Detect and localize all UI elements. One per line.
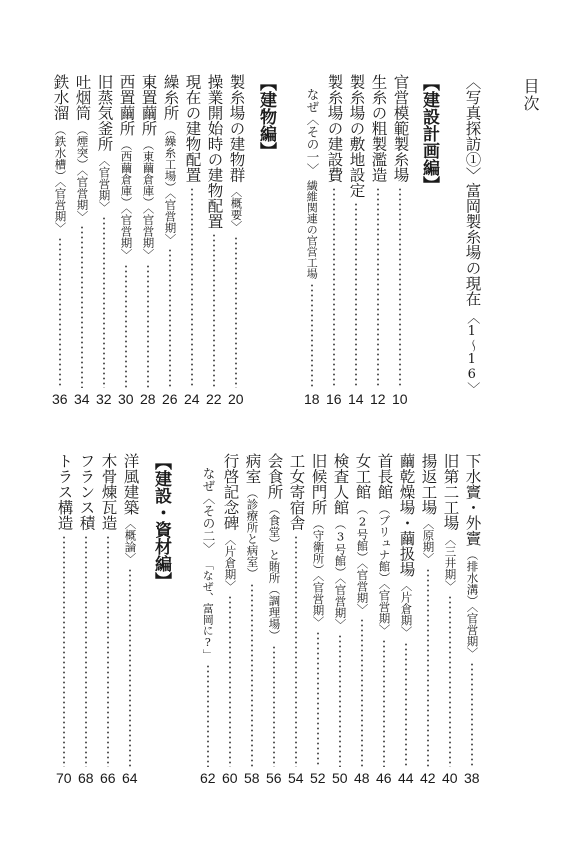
toc-entry[interactable] [288,453,304,785]
leader-dots [162,248,178,388]
toc-entry-page: 54 [288,770,304,786]
leader-dots [304,283,320,389]
toc-intro[interactable] [464,74,480,404]
toc-entry-page: 40 [442,770,458,786]
toc-entry[interactable] [244,453,260,785]
toc-entry-label: 官営模範製糸場 [391,74,410,183]
toc-intro-range: 〈1〜16〉 [464,310,480,395]
toc-entry[interactable] [266,453,282,785]
leader-dots [266,645,282,768]
toc-entry-label: 吐烟筒 [73,74,92,121]
toc-entry-label: 生糸の粗製濫造 [369,74,388,183]
leader-dots [354,618,370,767]
section-heading-materials-text: 【建設・資材編】 [151,453,171,589]
leader-dots [288,535,304,768]
toc-entry-sub: （診療所と病室） [245,487,260,579]
toc-entry-sub: （排水溝）〈官営期〉 [465,549,480,659]
toc-entry-page: 46 [376,770,392,786]
toc-entry-page: 26 [162,391,178,407]
toc-entry[interactable] [348,74,364,406]
toc-entry[interactable] [392,74,408,406]
toc-intro-label: 〈写真探訪①〉富岡製糸場の現在 [463,74,482,307]
leader-dots [348,202,364,388]
toc-entry[interactable] [162,74,178,406]
toc-entry[interactable] [420,453,436,785]
toc-entry-sub: （鉄水槽）〈官営期〉 [53,123,68,233]
leader-dots [398,642,414,768]
toc-entry-sub: 〈官営期〉 [97,154,112,212]
toc-entry-sub: （3号館）〈官営期〉 [333,518,348,630]
section-heading-materials [152,453,169,603]
toc-entry-sub: （煙突）〈官営期〉 [75,123,90,222]
leader-dots [310,631,326,767]
toc-entry-page: 24 [184,391,200,407]
toc-entry-page: 56 [266,770,282,786]
toc-entry-sub: 〈原期〉 [421,518,436,564]
toc-entry-sub: （東繭倉庫）〈官営期〉 [141,139,156,260]
toc-entry-page: 68 [78,770,94,786]
toc-entry-label: 製糸場の敷地設定 [347,74,366,198]
toc-entry[interactable] [376,453,392,785]
toc-entry-label: 操業開始時の建物配置 [205,74,224,229]
toc-entry[interactable] [222,453,238,785]
toc-note-page: 18 [304,391,320,407]
leader-dots [376,639,392,767]
toc-entry[interactable] [326,74,342,406]
toc-entry-page: 44 [398,770,414,786]
leader-dots [96,216,112,388]
toc-entry-label: 検査人館 [331,453,350,515]
toc-entry[interactable] [74,74,90,406]
toc-entry-sub: （繰糸工場）〈官営期〉 [163,123,178,245]
toc-entry-page: 16 [326,391,342,407]
toc-entry-label: 繰糸所 [161,74,180,121]
section-heading-buildings [257,74,274,174]
leader-dots [122,568,138,767]
toc-entry-label: 下水竇・外竇 [463,453,482,546]
toc-entry[interactable] [184,74,200,406]
toc-entry-page: 50 [332,770,348,786]
section-heading-planning-text: 【建設計画編】 [419,74,439,193]
page-title-text: 目次 [521,78,540,112]
toc-entry[interactable] [464,453,480,785]
leader-dots [200,664,216,768]
toc-note-sub: 「なぜ、富岡に?」 [201,558,215,660]
toc-entry-page: 38 [464,770,480,786]
toc-entry[interactable] [96,74,112,406]
toc-entry-label: 鉄水溜 [51,74,70,121]
leader-dots [118,264,134,388]
leader-dots [78,535,94,768]
section-heading-planning [420,74,437,194]
toc-entry-page: 58 [244,770,260,786]
toc-entry[interactable] [206,74,222,406]
toc-entry-label: フランス積 [77,453,96,531]
leader-dots [56,535,72,768]
toc-entry[interactable] [122,453,138,785]
leader-dots [442,595,458,767]
toc-entry-page: 34 [74,391,90,407]
toc-entry-page: 10 [392,391,408,407]
toc-entry-label: 旧第二工場 [441,453,460,531]
toc-entry[interactable] [140,74,156,406]
leader-dots [392,187,408,389]
toc-entry[interactable] [52,74,68,406]
toc-entry[interactable] [118,74,134,406]
toc-entry-label: 東置繭所 [139,74,158,136]
toc-entry-page: 20 [228,391,244,407]
leader-dots [420,568,436,767]
toc-entry-label: 病室 [243,453,262,484]
toc-entry-sub: （2号館）〈官営期〉 [355,502,370,615]
toc-note[interactable] [200,467,216,785]
toc-entry-label: 揚返工場 [419,453,438,515]
toc-note-label: なぜ〈その一〉 [305,88,321,176]
toc-entry-page: 66 [100,770,116,786]
toc-entry-label: 製糸場の建設費 [325,74,344,183]
toc-entry[interactable] [310,453,326,785]
toc-entry[interactable] [78,453,94,785]
toc-entry-sub: 〈概論〉 [123,518,138,564]
toc-entry-sub: （食堂）と賄所（調理場） [267,502,282,641]
toc-entry[interactable] [100,453,116,785]
toc-entry-page: 22 [206,391,222,407]
leader-dots [332,634,348,767]
toc-entry-label: 木骨煉瓦造 [99,453,118,531]
toc-entry[interactable] [56,453,72,785]
leader-dots [74,225,90,388]
page-title [522,78,538,118]
toc-entry-label: 旧蒸気釜所 [95,74,114,152]
toc-entry[interactable] [370,74,386,406]
toc-entry-sub: 〈概要〉 [229,185,244,232]
toc-entry-label: 女工館 [353,453,372,500]
toc-note-page: 62 [200,770,216,786]
leader-dots [370,187,386,389]
toc-entry-page: 70 [56,770,72,786]
leader-dots [140,264,156,388]
toc-entry-label: 行啓記念碑 [221,453,240,531]
toc-entry-label: 製糸場の建物群 [227,74,246,183]
toc-entry-label: 西置繭所 [117,74,136,136]
leader-dots [326,187,342,389]
toc-entry-page: 64 [122,770,138,786]
toc-entry-page: 52 [310,770,326,786]
toc-entry-page: 12 [370,391,386,407]
leader-dots [100,535,116,768]
toc-entry[interactable] [354,453,370,785]
leader-dots [222,595,238,767]
toc-entry-sub: 〈三井期〉 [443,533,458,591]
toc-entry-page: 30 [118,391,134,407]
toc-entry-label: トラス構造 [55,453,74,531]
toc-entry-page: 36 [52,391,68,407]
leader-dots [228,236,244,389]
toc-entry-sub: 〈片倉期〉 [223,533,238,591]
leader-dots [244,583,260,767]
toc-entry[interactable] [228,74,244,406]
toc-entry-label: 洋風建築 [121,453,140,515]
toc-entry-sub: （西繭倉庫）〈官営期〉 [119,139,134,260]
toc-entry[interactable] [442,453,458,785]
toc-entry-sub: （守衛所）〈官営期〉 [311,518,326,628]
leader-dots [52,237,68,388]
toc-entry-page: 32 [96,391,112,407]
toc-entry-page: 28 [140,391,156,407]
leader-dots [464,662,480,767]
toc-entry-page: 60 [222,770,238,786]
toc-entry-label: 旧候門所 [309,453,328,515]
toc-entry-page: 48 [354,770,370,786]
leader-dots [206,233,222,388]
section-heading-buildings-text: 【建物編】 [256,74,276,159]
toc-entry-label: 会食所 [265,453,284,500]
toc-entry-label: 首長館 [375,453,394,500]
toc-entry-label: 工女寄宿舎 [287,453,306,531]
toc-entry-sub: （ブリュナ館）〈官営期〉 [377,502,392,635]
toc-note-label: なぜ〈その二〉 [201,467,217,555]
toc-entry-sub: 〈片倉期〉 [399,580,414,638]
leader-dots [184,187,200,389]
toc-entry-label: 現在の建物配置 [183,74,202,183]
toc-entry[interactable] [398,453,414,785]
toc-entry[interactable] [332,453,348,785]
toc-note-sub: 繊維関連の官営工場 [305,179,319,279]
toc-note[interactable] [304,88,320,406]
toc-entry-page: 14 [348,391,364,407]
toc-entry-page: 42 [420,770,436,786]
toc-entry-label: 繭乾燥場・繭扱場 [397,453,416,577]
